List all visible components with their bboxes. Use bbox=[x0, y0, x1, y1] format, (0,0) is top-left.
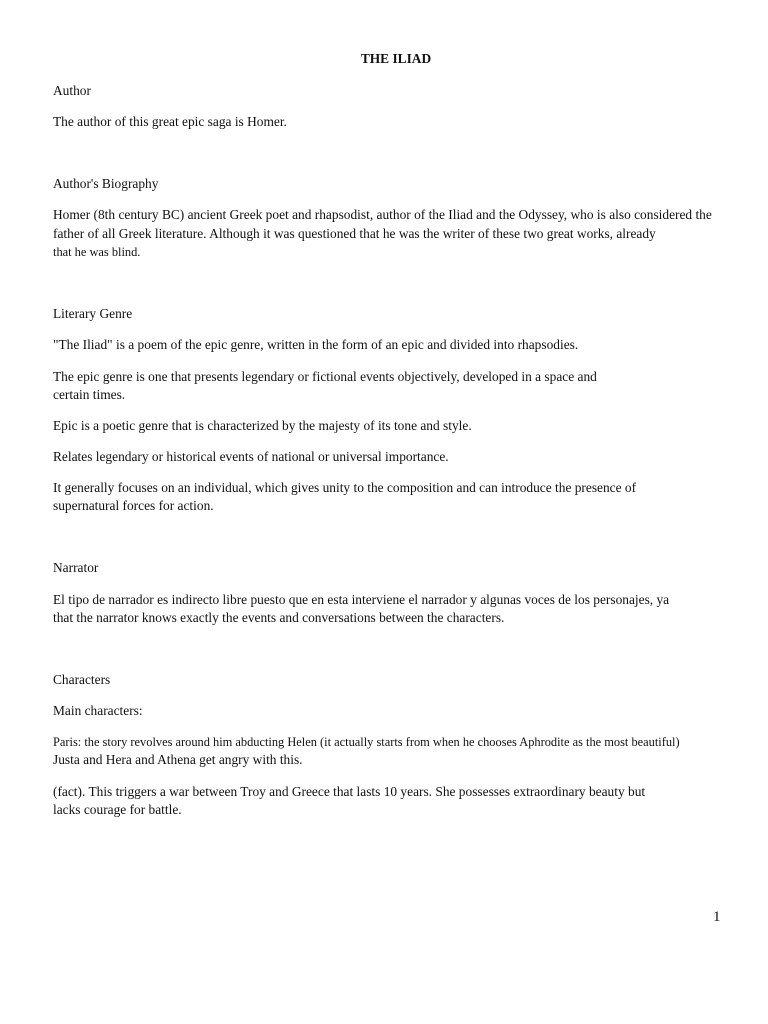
paragraph-line: "The Iliad" is a poem of the epic genre, written in the form of an epic and divided into rhapsodies. bbox=[53, 337, 579, 352]
paragraph-line: that the narrator knows exactly the events and conversations between the characters. bbox=[53, 610, 505, 625]
heading-authors-biography: Author's Biography bbox=[53, 176, 159, 191]
paragraph-line: It generally focuses on an individual, which gives unity to the composition and can introduce the presence of bbox=[53, 480, 637, 495]
document-title: THE ILIAD bbox=[360, 51, 432, 66]
heading-narrator: Narrator bbox=[53, 560, 99, 575]
paragraph-line: father of all Greek literature. Although it was questioned that he was the writer of these two great works, already bbox=[53, 226, 656, 241]
paragraph-line: Relates legendary or historical events of national or universal importance. bbox=[53, 449, 449, 464]
paragraph-line: Homer (8th century BC) ancient Greek poet and rhapsodist, author of the Iliad and the Odyssey, who is also considered the bbox=[53, 207, 712, 222]
paragraph-line: supernatural forces for action. bbox=[53, 498, 214, 513]
paragraph-line: Main characters: bbox=[53, 703, 143, 718]
paragraph-line: The epic genre is one that presents legendary or fictional events objectively, developed in a space and bbox=[53, 369, 597, 384]
paragraph-line: lacks courage for battle. bbox=[53, 802, 182, 817]
paragraph-line: certain times. bbox=[53, 387, 126, 402]
paragraph-line: The author of this great epic saga is Homer. bbox=[53, 114, 287, 129]
page-number: 1 bbox=[713, 909, 721, 925]
paragraph-line: El tipo de narrador es indirecto libre puesto que en esta interviene el narrador y algunas voces de los personajes, ya bbox=[53, 592, 670, 607]
heading-author: Author bbox=[53, 83, 91, 98]
heading-characters: Characters bbox=[53, 672, 111, 687]
paragraph-line: Paris: the story revolves around him abducting Helen (it actually starts from when he chooses Aphrodite as the most beautiful) bbox=[53, 735, 680, 749]
heading-literary-genre: Literary Genre bbox=[53, 306, 133, 321]
paragraph-line: that he was blind. bbox=[53, 245, 141, 259]
paragraph-line: (fact). This triggers a war between Troy and Greece that lasts 10 years. She possesses extraordinary beauty but bbox=[53, 784, 646, 799]
paragraph-line: Justa and Hera and Athena get angry with this. bbox=[53, 752, 303, 767]
paragraph-line: Epic is a poetic genre that is characterized by the majesty of its tone and style. bbox=[53, 418, 472, 433]
